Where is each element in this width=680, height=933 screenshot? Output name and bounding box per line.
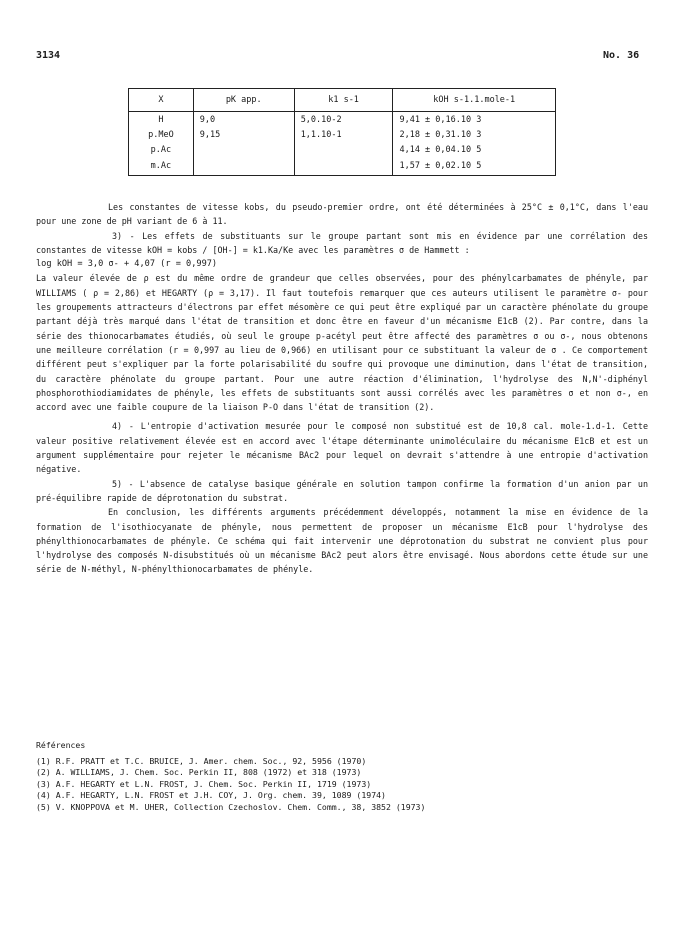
article-body	[36, 200, 648, 577]
table-row	[129, 157, 556, 176]
col-header-koh: kOH s-1.1.mole-1	[393, 89, 556, 112]
paragraph-leaving-group: 3) - Les effets de substituants sur le groupe partant sont mis en évidence par une corrélation des constantes de vitesse kOH = kobs / [OH-] = k1.Ka/Ke avec les paramètres σ de Hammett :	[36, 230, 648, 255]
table-cell: 2,18 ± 0,31.10 3	[393, 127, 556, 142]
table-cell: 1,57 ± 0,02.10 5	[393, 157, 556, 176]
rate-constants-table	[128, 88, 556, 176]
table-cell: 1,1.10-1	[294, 127, 393, 142]
table-header-row	[129, 89, 556, 112]
table-row	[129, 112, 556, 128]
paragraph-kinetics: Les constantes de vitesse kobs, du pseudo-premier ordre, ont été déterminées à 25°C ± 0,1°C, dans l'eau pour une zone de pH variant de 6 à 11.	[36, 202, 648, 227]
table-row	[129, 142, 556, 157]
table-cell: 5,0.10-2	[294, 112, 393, 128]
reference-item: (2) A. WILLIAMS, J. Chem. Soc. Perkin II, 808 (1972) et 318 (1973)	[36, 767, 362, 778]
table-cell	[294, 157, 393, 176]
col-header-pk: pK app.	[193, 89, 294, 112]
col-header-k1: k1 s-1	[294, 89, 393, 112]
table-cell: p.Ac	[129, 142, 194, 157]
page-number: 3134	[36, 50, 61, 61]
reference-item: (4) A.F. HEGARTY, L.N. FROST et J.H. COY, J. Org. chem. 39, 1089 (1974)	[36, 790, 386, 801]
references-section	[36, 740, 648, 814]
table-row	[129, 127, 556, 142]
reference-item: (5) V. KNOPPOVA et M. UHER, Collection Czechoslov. Chem. Comm., 38, 3852 (1973)	[36, 801, 426, 812]
paragraph-conclusion: En conclusion, les différents arguments précédemment développés, notamment la mise en évidence de la formation de l'isothiocyanate de phényle, nous permettent de proposer un mécanisme E1cB pour l'hydrolyse des phénylthionocarbamates de phényle. Ce schéma qui fait intervenir une déprotonation du substrat ne convient plus pour l'hydrolyse des composés N-disubstitués où un mécanisme BAc2 peut alors être envisagé. Nous abordons cette étude sur une série de N-méthyl, N-phénylthionocarbamates de phényle.	[36, 507, 648, 575]
reference-item: (1) R.F. PRATT et T.C. BRUICE, J. Amer. chem. Soc., 92, 5956 (1970)	[36, 755, 367, 766]
issue-number: No. 36	[603, 50, 640, 61]
table-cell: p.MeO	[129, 127, 194, 142]
paragraph-catalysis: 5) - L'absence de catalyse basique générale en solution tampon confirme la formation d'un anion par un pré-équilibre rapide de déprotonation du substrat.	[36, 478, 648, 503]
table-cell: 9,41 ± 0,16.10 3	[393, 112, 556, 128]
hammett-equation: log kOH = 3,0 σ- + 4,07 (r = 0,997)	[36, 259, 218, 270]
col-header-x: X	[129, 89, 194, 112]
table-cell: m.Ac	[129, 157, 194, 176]
table-cell: 4,14 ± 0,04.10 5	[393, 142, 556, 157]
table-cell	[193, 157, 294, 176]
table-cell	[294, 142, 393, 157]
table-cell: H	[129, 112, 194, 128]
table-cell: 9,15	[193, 127, 294, 142]
paragraph-rho-discussion: La valeur élevée de ρ est du même ordre de grandeur que celles observées, pour des phénylcarbamates de phényle, par WILLIAMS ( ρ = 2,86) et HEGARTY (ρ = 3,17). Il faut toutefois remarquer que ces auteurs utilisent le paramètre σ- pour les groupements attracteurs d'électrons par effet mésomère ce qui peut être expliqué par un caractère phénolate du groupe partant déjà très marqué dans l'état de transition et donc être en faveur d'un mécanisme E1cB (2). Par contre, dans la série des thionocarbamates étudiés, où seul le groupe p-acétyl peut être affecté des paramètres σ ou σ-, nous obtenons une meilleure corrélation (r = 0,997 au lieu de 0,966) en utilisant pour ce substituant la valeur de σ . Ce comportement différent peut s'expliquer par la forte polarisabilité du soufre qui provoque une diminution, dans l'état de transition, du caractère phénolate du groupe partant. Pour une autre réaction d'élimination, l'hydrolyse des N,N'-diphényl phosphorothiodiamidates de phényle, les effets de substituants sont aussi corrélés avec les paramètres σ et non σ-, en accord avec une faible coupure de la liaison P-O dans l'état de transition (2).	[36, 273, 648, 413]
table-cell: 9,0	[193, 112, 294, 128]
paragraph-entropy: 4) - L'entropie d'activation mesurée pour le composé non substitué est de 10,8 cal. mole-1.d-1. Cette valeur positive relativement élevée est en accord avec l'étape déterminante unimoléculaire du mécanisme E1cB et est un argument supplémentaire pour rejeter le mécanisme BAc2 pour lequel on devrait s'attendre à une entropie d'activation négative.	[36, 421, 648, 475]
table-cell	[193, 142, 294, 157]
references-title: Références	[36, 740, 86, 750]
reference-item: (3) A.F. HEGARTY et L.N. FROST, J. Chem. Soc. Perkin II, 1719 (1973)	[36, 778, 372, 789]
